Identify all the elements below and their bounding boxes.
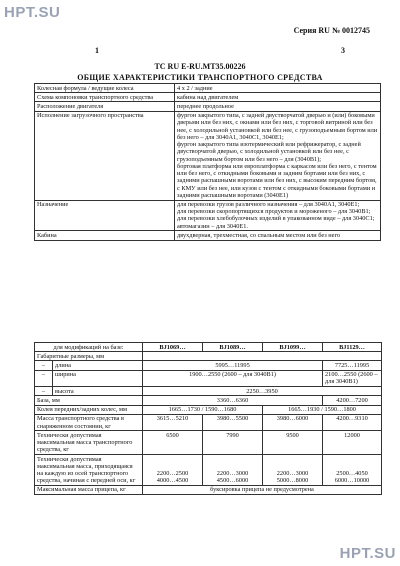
axle-mass-value: 2200…2500 4000…4500 — [143, 455, 203, 486]
table-row — [35, 84, 381, 93]
general-characteristics-table — [34, 83, 381, 241]
height-value: 2250…3950 — [143, 387, 382, 396]
trailer-mass-value: буксировка прицепа не предусмотрена — [143, 485, 382, 494]
certificate-reference: ТС RU E-RU.МТ35.00226 — [154, 62, 246, 71]
wheelbase-label: База, мм — [35, 396, 143, 405]
purpose-item: для перевозки хлебобулочных изделий в упакованном виде – для 3040С1; — [177, 215, 375, 223]
curb-mass-value: 4200…9310 — [323, 414, 382, 430]
cargo-space-value — [175, 111, 381, 200]
gross-mass-value: 9500 — [263, 431, 323, 455]
table-row — [35, 93, 381, 102]
watermark-top: HPT.SU — [4, 4, 61, 21]
cargo-variant: бортовая платформа или европлатформа с каркасом или без него, с тентом или без него, с откидными боковыми и задним бортами или без них, с задними распашными воротами или без них, с высоким передним бортом, с КМУ или без нее, или кузов с тентом с откидными боковыми бортами и задними распашными воротами (3040Е1) — [177, 162, 377, 199]
table-row — [35, 485, 382, 494]
model-header: BJ1089… — [203, 343, 263, 352]
dimensions-label: Габаритные размеры, мм — [35, 352, 143, 361]
engine-position-value: переднее продольное — [175, 102, 381, 111]
gross-mass-value: 12000 — [323, 431, 382, 455]
table-row — [35, 361, 382, 370]
purpose-item: для перевозки грузов различного назначения – для 3040А1, 3040Е1; — [177, 201, 360, 209]
curb-mass-value: 3980…6000 — [263, 414, 323, 430]
track-value: 1665…1930 / 1590…1800 — [263, 405, 382, 414]
page-title: ОБЩИЕ ХАРАКТЕРИСТИКИ ТРАНСПОРТНОГО СРЕДСТВА — [77, 73, 323, 82]
specification-table — [34, 342, 382, 495]
page-number-right: 3 — [341, 46, 345, 55]
dash-marker: – — [35, 387, 53, 396]
table-row — [35, 343, 382, 352]
cargo-variant: фургон закрытого типа, с задней двустворчатой дверью и (или) боковыми дверьми или без них, с окнами или без них, с торговой витриной или без нее, с холодильной установкой или без нее, с грузоподъемным бортом или без него – для 3040А1, 3040С1, 3040Е1; — [177, 112, 378, 141]
axle-mass-label: Технически допустимая максимальная масса, приходящаяся на каждую из осей транспортного средства, начиная с передней оси, кг — [35, 455, 143, 486]
model-header: BJ1069… — [143, 343, 203, 352]
curb-mass-value: 3980…5500 — [203, 414, 263, 430]
purpose-value — [175, 200, 381, 231]
model-header: BJ1129… — [323, 343, 382, 352]
gross-mass-value: 7990 — [203, 431, 263, 455]
length-label: длина — [53, 361, 143, 370]
engine-position-label: Расположение двигателя — [35, 102, 175, 111]
watermark-bottom: HPT.SU — [339, 545, 396, 562]
cargo-space-label: Исполнение загрузочного пространства — [35, 111, 175, 200]
table-row — [35, 111, 381, 200]
purpose-item: автомагазин – для 3040Е1. — [177, 222, 248, 230]
length-value: 5995…11995 — [143, 361, 323, 370]
curb-mass-value: 3615…5210 — [143, 414, 203, 430]
curb-mass-label: Масса транспортного средства в снаряженном состоянии, кг — [35, 414, 143, 430]
wheel-formula-label: Колесная формула / ведущие колеса — [35, 84, 175, 93]
table-row — [35, 231, 381, 240]
cabin-label: Кабина — [35, 231, 175, 240]
track-value: 1665…1730 / 1590…1680 — [143, 405, 263, 414]
wheel-formula-value: 4 х 2 / задние — [175, 84, 381, 93]
width-value: 2100…2550 (2600 – для 3040В1) — [323, 370, 382, 386]
layout-label: Схема компоновки транспортного средства — [35, 93, 175, 102]
table-row — [35, 102, 381, 111]
table-row — [35, 405, 382, 414]
table-row — [35, 414, 382, 430]
serial-number: Серия RU № 0012745 — [293, 26, 370, 35]
cabin-value: двухдверная, трехместная, со спальным местом или без него — [175, 231, 381, 240]
table-row — [35, 370, 382, 386]
track-label: Колея передних/задних колес, мм — [35, 405, 143, 414]
width-value: 1900…2550 (2600 – для 3040В1) — [143, 370, 323, 386]
gross-mass-label: Технически допустимая максимальная масса транспортного средства, кг — [35, 431, 143, 455]
table-row — [35, 455, 382, 486]
model-header: BJ1099… — [263, 343, 323, 352]
wheelbase-value: 3360…6360 — [143, 396, 323, 405]
axle-mass-value: 2200…3000 5000…8000 — [263, 455, 323, 486]
table-row — [35, 200, 381, 231]
dash-marker: – — [35, 361, 53, 370]
length-value: 7725…11995 — [323, 361, 382, 370]
width-label: ширина — [53, 370, 143, 386]
dash-marker: – — [35, 370, 53, 386]
table-row — [35, 396, 382, 405]
purpose-item: для перевозки скоропортящихся продуктов и мороженого – для 3040В1; — [177, 208, 371, 216]
gross-mass-value: 6500 — [143, 431, 203, 455]
base-models-label: для модификаций на базе: — [35, 343, 143, 352]
purpose-label: Назначение — [35, 200, 175, 231]
layout-value: кабина над двигателем — [175, 93, 381, 102]
axle-mass-value: 2500…4050 6000…10000 — [323, 455, 382, 486]
table-row — [35, 431, 382, 455]
table-row — [35, 352, 382, 361]
height-label: высота — [53, 387, 143, 396]
axle-mass-value: 2200…3000 4500…6000 — [203, 455, 263, 486]
trailer-mass-label: Максимальная масса прицепа, кг — [35, 485, 143, 494]
wheelbase-value: 4200…7200 — [323, 396, 382, 405]
cargo-variant: фургон закрытого типа изотермический или рефрижератор, с задней двустворчатой дверью, с холодильной установкой или без нее, с грузоподъемным бортом или без него – для (3040В1); — [177, 141, 361, 163]
table-row — [35, 387, 382, 396]
page-number-left: 1 — [95, 46, 99, 55]
